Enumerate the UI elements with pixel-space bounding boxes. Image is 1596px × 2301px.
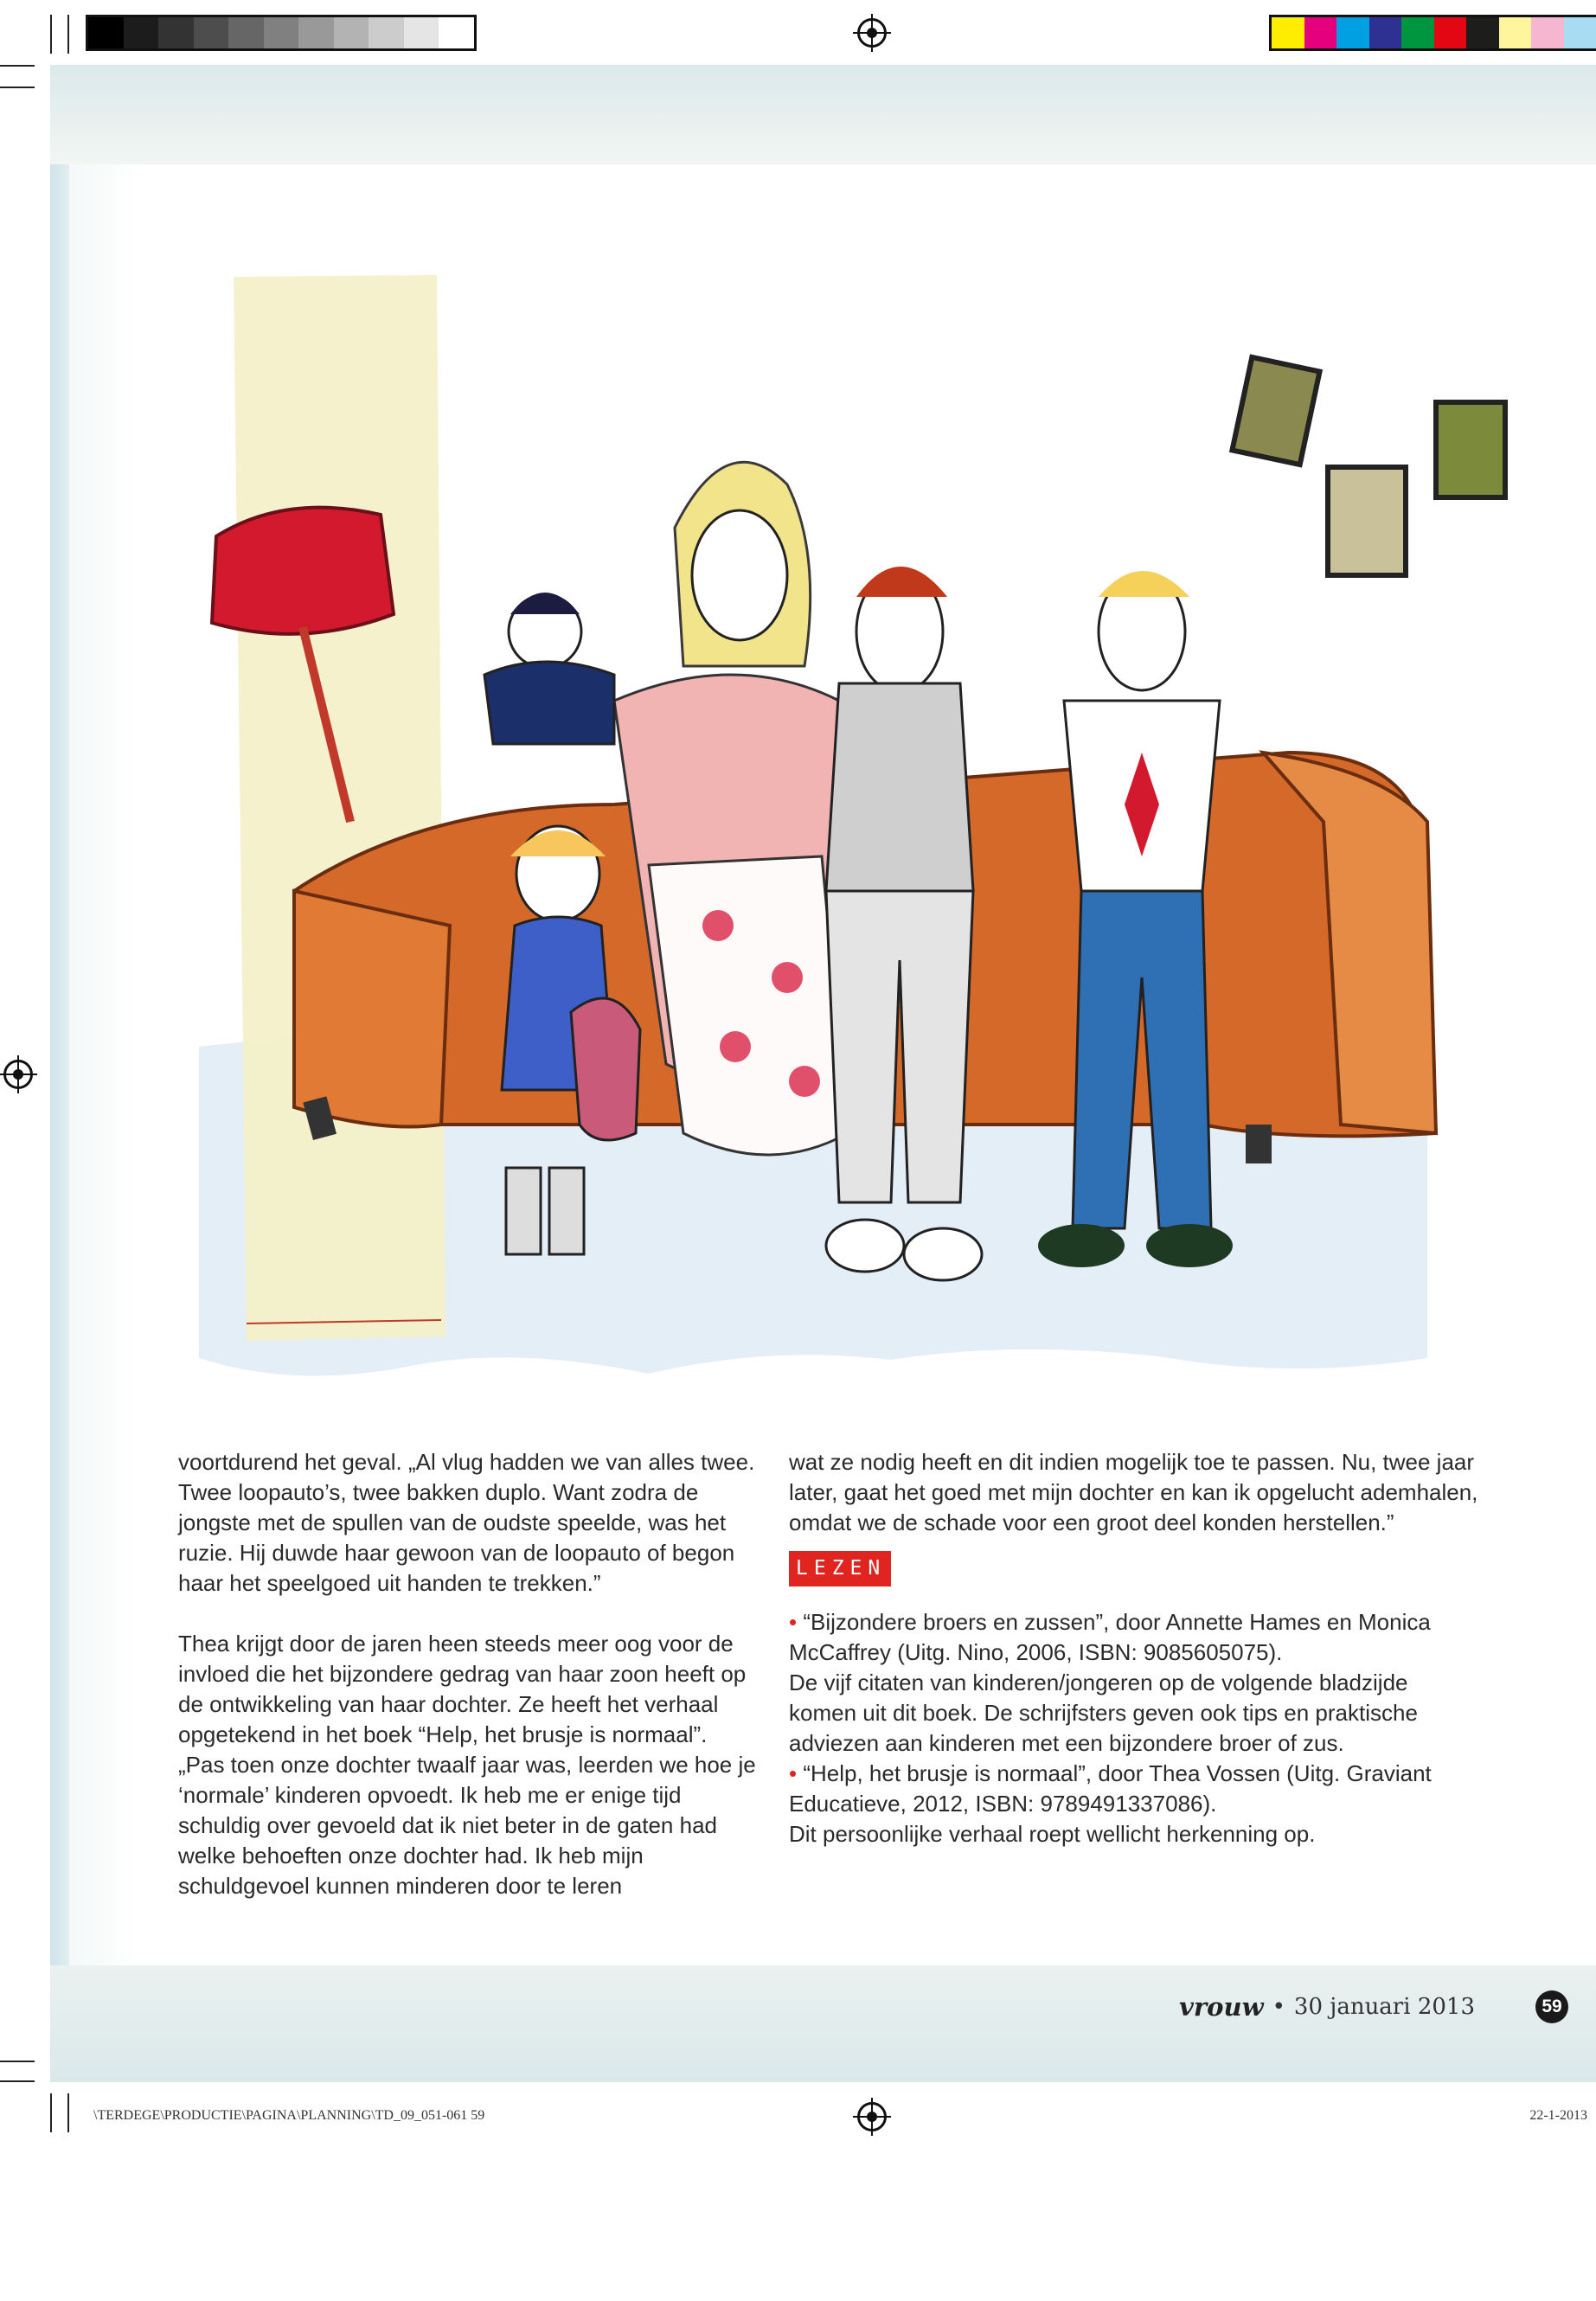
page-bleed-bottom <box>50 1965 1596 2082</box>
reading-item-title: “Bijzondere broers en zussen”, door Annette Hames en Monica McCaffrey (Uitg. Nino, 2006, ISBN: 9085605075). <box>789 1609 1431 1665</box>
color-swatch <box>404 17 439 48</box>
reading-item <box>789 1607 1481 1668</box>
color-swatch <box>1531 17 1564 48</box>
reading-item <box>789 1759 1481 1819</box>
family-on-sofa-drawing-icon <box>164 268 1596 1410</box>
magazine-logo: vrouw <box>1179 1992 1264 2022</box>
color-swatch <box>1336 17 1369 48</box>
registration-mark-icon <box>857 2102 887 2131</box>
footer-separator: • <box>1272 1994 1285 2020</box>
grayscale-color-bar <box>86 15 477 51</box>
color-swatch <box>194 17 229 48</box>
paragraph: voortdurend het geval. „Al vlug hadden we van alles twee. Twee loopauto’s, twee bakken duplo. Want zodra de jongste met de spullen van de oudste speelde, was het ruzie. Hij duwde haar gewoon van de loopauto of begon haar het speelgoed uit handen te trekken.” <box>178 1449 755 1596</box>
crop-mark <box>67 2093 69 2132</box>
process-color-bar <box>1269 15 1596 51</box>
color-swatch <box>264 17 299 48</box>
registration-mark-icon <box>3 1060 33 1089</box>
slug-file-path: \TERDEGE\PRODUCTIE\PAGINA\PLANNING\TD_09_051-061 59 <box>93 2108 485 2123</box>
bullet-icon: • <box>789 1609 798 1635</box>
crop-mark <box>0 2080 35 2082</box>
color-swatch <box>334 17 369 48</box>
color-swatch <box>1499 17 1532 48</box>
page-footer <box>1179 1992 1475 2022</box>
color-swatch <box>1304 17 1337 48</box>
color-swatch <box>1272 17 1304 48</box>
page-bleed-top <box>50 65 1596 167</box>
crop-mark <box>0 2061 35 2062</box>
family-illustration <box>164 268 1596 1410</box>
paragraph: Thea krijgt door de jaren heen steeds meer oog voor de invloed die het bijzondere gedrag van haar zoon heeft op de ontwikkeling van haar dochter. Ze heeft het verhaal opgetekend in het boek “Help, het brusje is normaal”. „Pas toen onze dochter twaalf jaar was, leerden we hoe je ‘normale’ kinderen opvoedt. Ik heb me er enige tijd schuldig over gevoeld dat ik niet beter in de gaten had welke behoeften onze dochter had. Ik heb mijn schuldgevoel kunnen minderen door te leren <box>178 1631 756 1899</box>
paragraph: wat ze nodig heeft en dit indien mogelijk toe te passen. Nu, twee jaar later, gaat het goed met mijn dochter en kan ik opgelucht ademhalen, omdat we de schade voor een groot deel konden herstellen.” <box>789 1449 1478 1535</box>
crop-mark <box>67 15 69 54</box>
reading-item-note: De vijf citaten van kinderen/jongeren op de volgende bladzijde komen uit dit boek. De schrijfsters geven ook tips en praktische adviezen aan kinderen met een bijzondere broer of zus. <box>789 1670 1418 1756</box>
section-label-lezen: LEZEN <box>789 1551 891 1586</box>
bullet-icon: • <box>789 1760 798 1786</box>
article-column-1 <box>178 1447 758 1901</box>
color-swatch <box>1564 17 1596 48</box>
slug-date: 22-1-2013 <box>1529 2108 1587 2123</box>
page-left-strip <box>50 164 69 1968</box>
color-swatch <box>158 17 194 48</box>
color-swatch <box>298 17 334 48</box>
paragraph-gap <box>178 1599 758 1629</box>
crop-mark <box>0 87 35 88</box>
color-swatch <box>124 17 159 48</box>
crop-mark <box>50 15 52 54</box>
color-swatch <box>1434 17 1467 48</box>
page-number: 59 <box>1535 1990 1568 2023</box>
crop-mark <box>50 2093 52 2132</box>
issue-date: 30 januari 2013 <box>1293 1994 1475 2020</box>
color-swatch <box>1401 17 1434 48</box>
color-swatch <box>439 17 474 48</box>
color-swatch <box>1369 17 1402 48</box>
article-column-2 <box>789 1447 1481 1849</box>
reading-item-note: Dit persoonlijke verhaal roept wellicht herkenning op. <box>789 1821 1316 1847</box>
reading-item-title: “Help, het brusje is normaal”, door Thea Vossen (Uitg. Graviant Educatieve, 2012, ISBN: 9789491337086). <box>789 1760 1432 1817</box>
color-swatch <box>369 17 404 48</box>
crop-mark <box>0 65 35 67</box>
color-swatch <box>1466 17 1499 48</box>
color-swatch <box>228 17 264 48</box>
color-swatch <box>88 17 124 48</box>
registration-mark-icon <box>857 18 887 48</box>
